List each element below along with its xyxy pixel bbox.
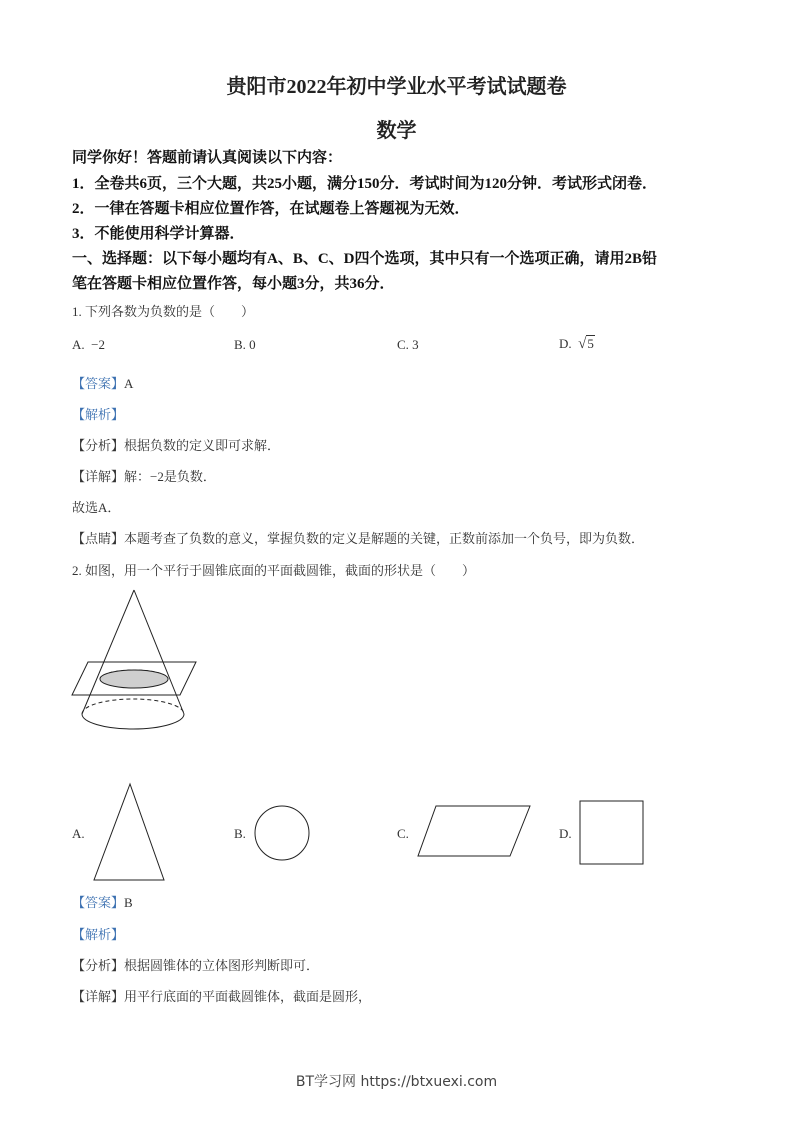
q1-stem: 1. 下列各数为负数的是（ ）: [72, 304, 255, 319]
q1-fenxi: [72, 435, 280, 454]
q1-xiangjie-text: 解：−2是负数．: [124, 469, 216, 484]
q2-answer-value: B: [124, 895, 133, 910]
q1-option-b: [234, 337, 256, 353]
note-1: 1．全卷共6页，三个大题，共25小题，满分150分．考试时间为120分钟．考试形式闭卷．: [72, 176, 658, 192]
cone-base-back: [82, 699, 184, 714]
q1-option-b-label: B.: [234, 337, 246, 352]
q1-option-d: [559, 336, 595, 353]
document-title: 贵阳市2022年初中学业水平考试试题卷: [226, 76, 567, 98]
q2-answer: [72, 892, 133, 911]
q1-choose: 故选A．: [72, 500, 121, 515]
square-root: √5: [578, 336, 594, 352]
q1-option-a: [72, 337, 105, 353]
q1-fenxi-tag: 【分析】: [72, 438, 125, 453]
q2-xiangjie-tag: 【详解】: [72, 989, 125, 1004]
q2-option-a-label: A.: [72, 826, 85, 841]
q2-option-c-label: C.: [397, 826, 409, 841]
circular-section: [100, 670, 168, 688]
cone-base-front: [82, 714, 184, 729]
q2-answer-tag: 【答案】: [72, 895, 125, 910]
q1-dianjing-text: 本题考查了负数的意义，掌握负数的定义是解题的关键，正数前添加一个负号，即为负数．: [124, 531, 645, 546]
q1-xiangjie-tag: 【详解】: [72, 469, 125, 484]
cone-section-figure: [66, 584, 206, 744]
q2-option-d-label: D.: [559, 826, 572, 841]
q1-option-a-value: −2: [91, 337, 105, 352]
q1-option-d-radicand: 5: [587, 336, 594, 351]
q2-xiangjie: [72, 986, 371, 1005]
square-icon: [578, 799, 646, 867]
q1-answer-value: A: [124, 376, 134, 391]
q2-xiangjie-text: 用平行底面的平面截圆锥体，截面是圆形，: [124, 989, 372, 1004]
circle-icon: [252, 803, 314, 865]
parallelogram-icon: [416, 804, 532, 860]
q1-dianjing: [72, 528, 644, 547]
q1-option-c-label: C.: [397, 337, 409, 352]
section-1-heading-line-1: 一、选择题：以下每小题均有A、B、C、D四个选项，其中只有一个选项正确，请用2B铅: [72, 251, 658, 267]
q1-option-c: [397, 337, 419, 353]
q1-answer-tag: 【答案】: [72, 376, 125, 391]
q1-option-a-label: A.: [72, 337, 85, 352]
note-3: 3．不能使用科学计算器．: [72, 226, 245, 242]
q1-fenxi-text: 根据负数的定义即可求解．: [124, 438, 281, 453]
q1-option-d-label: D.: [559, 336, 572, 351]
q2-fenxi-text: 根据圆锥体的立体图形判断即可．: [124, 958, 320, 973]
note-2: 2．一律在答题卡相应位置作答，在试题卷上答题视为无效．: [72, 201, 470, 217]
section-1-heading-line-2: 笔在答题卡相应位置作答，每小题3分，共36分．: [72, 276, 395, 292]
q2-stem: 2. 如图，用一个平行于圆锥底面的平面截圆锥，截面的形状是（ ）: [72, 563, 476, 578]
q2-fenxi: [72, 955, 319, 974]
triangle-icon: [92, 782, 172, 882]
q1-option-c-value: 3: [412, 337, 419, 352]
q2-fenxi-tag: 【分析】: [72, 958, 125, 973]
subject-title: 数学: [376, 120, 417, 142]
q1-answer: [72, 373, 133, 392]
q2-analysis-tag: 【解析】: [72, 927, 125, 942]
footer-watermark: BT学习网 https://btxuexi.com: [295, 1074, 498, 1090]
q1-analysis-tag: 【解析】: [72, 407, 125, 422]
greeting: 同学你好！答题前请认真阅读以下内容：: [72, 150, 343, 166]
q2-option-b-label: B.: [234, 826, 246, 841]
q1-option-b-value: 0: [249, 337, 256, 352]
q1-dianjing-tag: 【点睛】: [72, 531, 125, 546]
q1-xiangjie: [72, 466, 216, 485]
